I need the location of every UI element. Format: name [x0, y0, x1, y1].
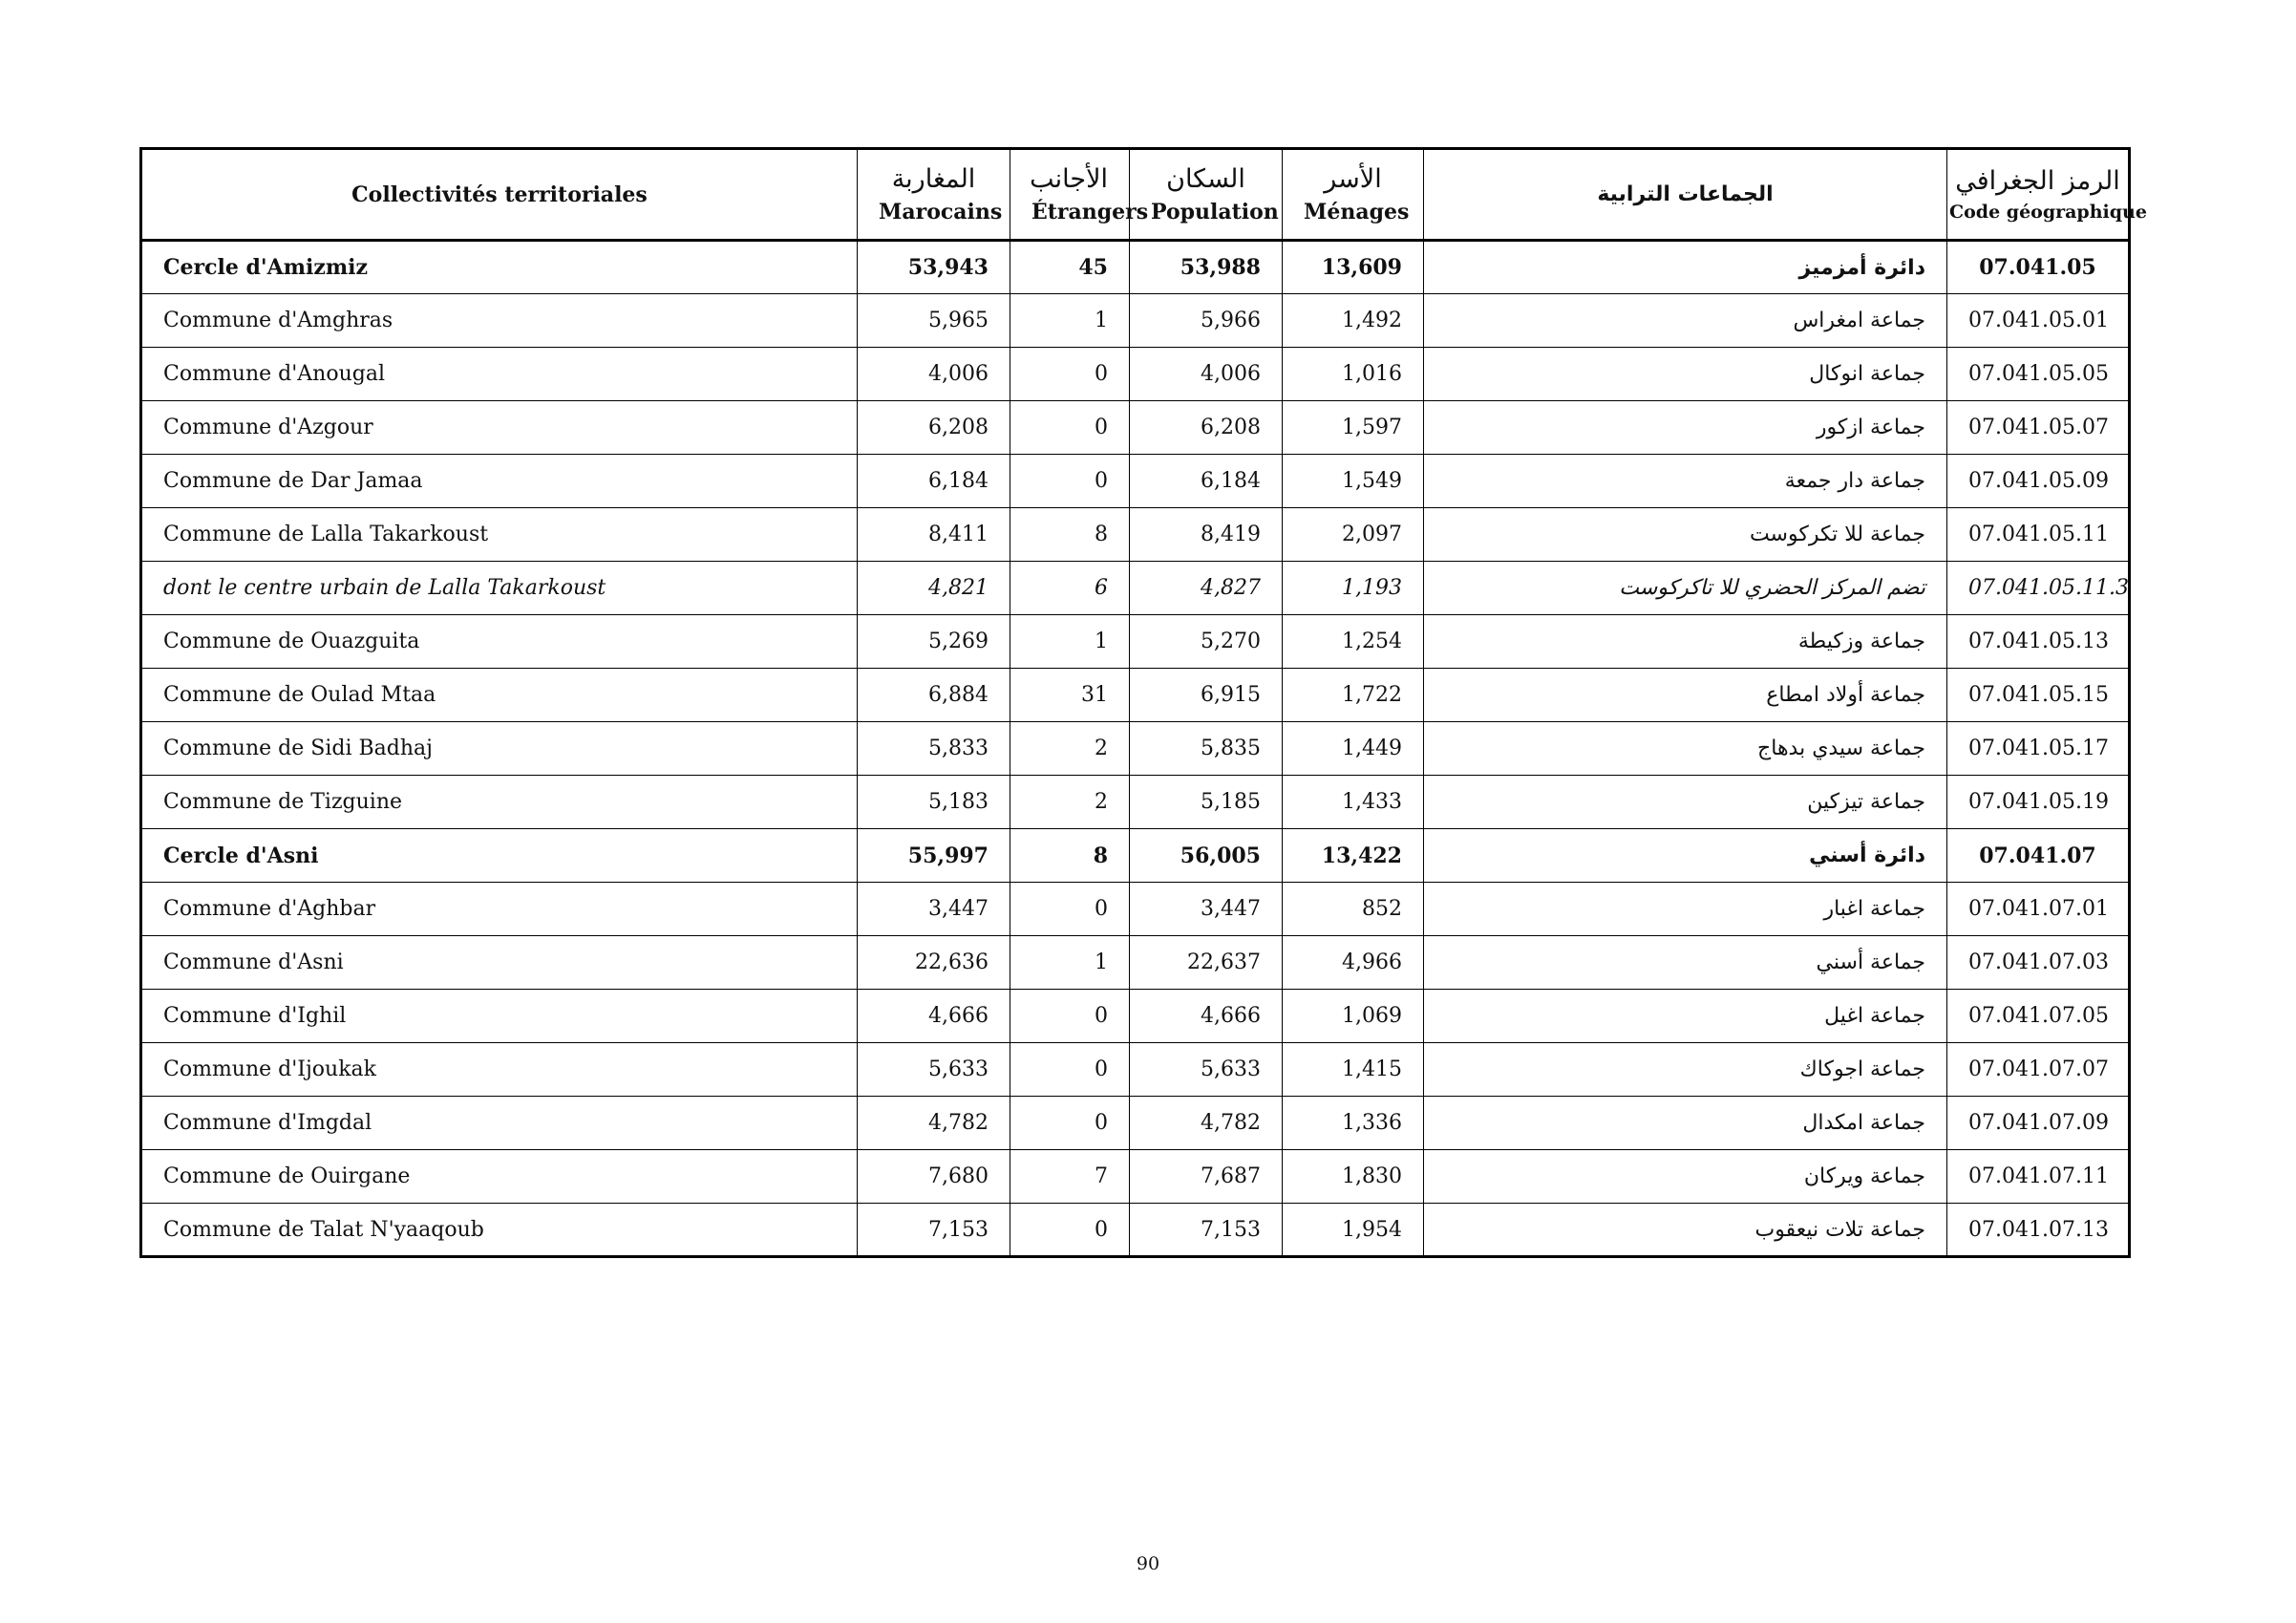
- cell-population: 53,988: [1130, 241, 1283, 294]
- cell-name-ar: جماعة تلات نيعقوب: [1424, 1204, 1947, 1257]
- table-row-cercle: [141, 241, 2130, 294]
- cell-name: Commune de Ouazguita: [141, 615, 858, 669]
- table-row-commune: [141, 455, 2130, 508]
- cell-menages: 1,254: [1283, 615, 1424, 669]
- cell-etrangers: 0: [1010, 455, 1130, 508]
- cell-code: 07.041.07.07: [1947, 1043, 2130, 1097]
- cell-menages: 1,449: [1283, 722, 1424, 776]
- header-row: [141, 149, 2130, 241]
- cell-etrangers: 1: [1010, 936, 1130, 990]
- table-header: [141, 149, 2147, 241]
- cell-marocains: 4,006: [858, 348, 1010, 401]
- cell-name-ar: جماعة ويركان: [1424, 1150, 1947, 1204]
- cell-menages: 1,336: [1283, 1097, 1424, 1150]
- table-row-commune: [141, 722, 2130, 776]
- cell-code: 07.041.05.17: [1947, 722, 2130, 776]
- cell-etrangers: 0: [1010, 1204, 1130, 1257]
- cell-marocains: 5,183: [858, 776, 1010, 829]
- table-row-commune: [141, 883, 2130, 936]
- cell-name-ar: جماعة اغبار: [1424, 883, 1947, 936]
- header-code: [1947, 149, 2147, 241]
- cell-name: Commune de Dar Jamaa: [141, 455, 858, 508]
- cell-code: 07.041.05.15: [1947, 669, 2130, 722]
- header-menages: [1283, 149, 1424, 241]
- cell-name-ar: جماعة دار جمعة: [1424, 455, 1947, 508]
- cell-population: 6,915: [1130, 669, 1283, 722]
- cell-etrangers: 0: [1010, 990, 1130, 1043]
- cell-marocains: 4,782: [858, 1097, 1010, 1150]
- cell-etrangers: 6: [1010, 562, 1130, 615]
- table-row-commune: [141, 1043, 2130, 1097]
- cell-code: 07.041.05.11.3: [1947, 562, 2130, 615]
- cell-population: 22,637: [1130, 936, 1283, 990]
- cell-etrangers: 8: [1010, 508, 1130, 562]
- cell-menages: 1,954: [1283, 1204, 1424, 1257]
- cell-name-ar: جماعة للا تكركوست: [1424, 508, 1947, 562]
- cell-name-ar: تضم المركز الحضري للا تاكركوست: [1424, 562, 1947, 615]
- cell-population: 5,835: [1130, 722, 1283, 776]
- cell-population: 8,419: [1130, 508, 1283, 562]
- cell-marocains: 5,269: [858, 615, 1010, 669]
- cell-name: Commune de Oulad Mtaa: [141, 669, 858, 722]
- cell-etrangers: 0: [1010, 401, 1130, 455]
- cell-name: Commune d'Imgdal: [141, 1097, 858, 1150]
- cell-name: Commune d'Azgour: [141, 401, 858, 455]
- cell-code: 07.041.07.01: [1947, 883, 2130, 936]
- cell-code: 07.041.05.05: [1947, 348, 2130, 401]
- cell-name-ar: جماعة امكدال: [1424, 1097, 1947, 1150]
- cell-code: 07.041.05.09: [1947, 455, 2130, 508]
- table-row-commune: [141, 294, 2130, 348]
- cell-name-ar: جماعة انوكال: [1424, 348, 1947, 401]
- census-table: [139, 147, 2147, 1258]
- cell-marocains: 55,997: [858, 829, 1010, 883]
- cell-etrangers: 0: [1010, 883, 1130, 936]
- cell-population: 5,185: [1130, 776, 1283, 829]
- cell-name: dont le centre urbain de Lalla Takarkoust: [141, 562, 858, 615]
- page-number: 90: [1136, 1553, 1160, 1574]
- cell-etrangers: 0: [1010, 1097, 1130, 1150]
- cell-population: 5,633: [1130, 1043, 1283, 1097]
- table-row-commune: [141, 776, 2130, 829]
- cell-name-ar: جماعة سيدي بدهاج: [1424, 722, 1947, 776]
- cell-menages: 1,016: [1283, 348, 1424, 401]
- cell-name-ar: جماعة اجوكاك: [1424, 1043, 1947, 1097]
- cell-code: 07.041.05.01: [1947, 294, 2130, 348]
- cell-name: Commune d'Ighil: [141, 990, 858, 1043]
- table-row-commune: [141, 348, 2130, 401]
- header-etrangers-ar: الأجانب: [1030, 164, 1108, 194]
- cell-marocains: 6,184: [858, 455, 1010, 508]
- cell-marocains: 4,666: [858, 990, 1010, 1043]
- cell-population: 6,208: [1130, 401, 1283, 455]
- cell-population: 4,006: [1130, 348, 1283, 401]
- cell-name: Commune d'Ijoukak: [141, 1043, 858, 1097]
- cell-menages: 1,549: [1283, 455, 1424, 508]
- cell-name: Commune d'Aghbar: [141, 883, 858, 936]
- cell-population: 56,005: [1130, 829, 1283, 883]
- table-body: [141, 241, 2130, 1257]
- cell-code: 07.041.07: [1947, 829, 2130, 883]
- cell-marocains: 7,680: [858, 1150, 1010, 1204]
- cell-name-ar: جماعة أسني: [1424, 936, 1947, 990]
- cell-population: 4,782: [1130, 1097, 1283, 1150]
- header-code-ar: الرمز الجغرافي: [1955, 166, 2120, 196]
- cell-population: 5,270: [1130, 615, 1283, 669]
- cell-name-ar: جماعة امغراس: [1424, 294, 1947, 348]
- cell-code: 07.041.07.09: [1947, 1097, 2130, 1150]
- header-population-ar: السكان: [1166, 164, 1245, 194]
- cell-etrangers: 0: [1010, 348, 1130, 401]
- table-row-commune: [141, 1097, 2130, 1150]
- cell-marocains: 5,633: [858, 1043, 1010, 1097]
- cell-code: 07.041.07.11: [1947, 1150, 2130, 1204]
- cell-name-ar: جماعة تيزكين: [1424, 776, 1947, 829]
- table-row-commune: [141, 990, 2130, 1043]
- header-population: [1130, 149, 1283, 241]
- cell-etrangers: 8: [1010, 829, 1130, 883]
- cell-marocains: 6,208: [858, 401, 1010, 455]
- cell-etrangers: 2: [1010, 722, 1130, 776]
- table-row-cercle: [141, 829, 2130, 883]
- cell-name-ar: دائرة أمزميز: [1424, 241, 1947, 294]
- cell-menages: 1,433: [1283, 776, 1424, 829]
- cell-etrangers: 0: [1010, 1043, 1130, 1097]
- cell-name: Commune de Lalla Takarkoust: [141, 508, 858, 562]
- cell-code: 07.041.07.13: [1947, 1204, 2130, 1257]
- cell-name: Commune de Sidi Badhaj: [141, 722, 858, 776]
- cell-menages: 13,422: [1283, 829, 1424, 883]
- cell-marocains: 53,943: [858, 241, 1010, 294]
- table-row-commune: [141, 615, 2130, 669]
- cell-marocains: 7,153: [858, 1204, 1010, 1257]
- cell-code: 07.041.05.13: [1947, 615, 2130, 669]
- cell-marocains: 4,821: [858, 562, 1010, 615]
- cell-code: 07.041.07.03: [1947, 936, 2130, 990]
- header-marocains-fr: Marocains: [879, 200, 1003, 224]
- cell-name: Commune d'Amghras: [141, 294, 858, 348]
- table-row-commune: [141, 1150, 2130, 1204]
- cell-code: 07.041.05.11: [1947, 508, 2130, 562]
- cell-name: Cercle d'Amizmiz: [141, 241, 858, 294]
- header-population-fr: Population: [1151, 200, 1279, 224]
- cell-code: 07.041.07.05: [1947, 990, 2130, 1043]
- cell-population: 5,966: [1130, 294, 1283, 348]
- cell-code: 07.041.05.19: [1947, 776, 2130, 829]
- cell-marocains: 5,965: [858, 294, 1010, 348]
- cell-name: Commune d'Asni: [141, 936, 858, 990]
- table-row-commune: [141, 1204, 2130, 1257]
- cell-name: Commune de Talat N'yaaqoub: [141, 1204, 858, 1257]
- table-row-commune: [141, 936, 2130, 990]
- cell-name-ar: جماعة وزكيطة: [1424, 615, 1947, 669]
- cell-name-ar: جماعة اغيل: [1424, 990, 1947, 1043]
- cell-menages: 1,830: [1283, 1150, 1424, 1204]
- cell-marocains: 22,636: [858, 936, 1010, 990]
- cell-name: Commune de Tizguine: [141, 776, 858, 829]
- cell-etrangers: 1: [1010, 615, 1130, 669]
- cell-name: Commune de Ouirgane: [141, 1150, 858, 1204]
- table-row-commune: [141, 401, 2130, 455]
- table-row-commune: [141, 669, 2130, 722]
- cell-etrangers: 1: [1010, 294, 1130, 348]
- cell-menages: 1,415: [1283, 1043, 1424, 1097]
- cell-code: 07.041.05.07: [1947, 401, 2130, 455]
- cell-etrangers: 31: [1010, 669, 1130, 722]
- cell-population: 4,827: [1130, 562, 1283, 615]
- cell-menages: 2,097: [1283, 508, 1424, 562]
- cell-menages: 852: [1283, 883, 1424, 936]
- cell-marocains: 5,833: [858, 722, 1010, 776]
- table-row-centre: [141, 562, 2130, 615]
- header-jamaat-ar: الجماعات الترابية: [1424, 149, 1947, 241]
- header-etrangers: [1010, 149, 1149, 241]
- cell-menages: 4,966: [1283, 936, 1424, 990]
- cell-etrangers: 7: [1010, 1150, 1130, 1204]
- header-marocains: [858, 149, 1010, 241]
- header-marocains-ar: المغاربة: [891, 164, 976, 194]
- cell-population: 6,184: [1130, 455, 1283, 508]
- cell-menages: 1,492: [1283, 294, 1424, 348]
- header-menages-fr: Ménages: [1304, 200, 1410, 224]
- cell-name-ar: جماعة ازكور: [1424, 401, 1947, 455]
- cell-name-ar: دائرة أسني: [1424, 829, 1947, 883]
- cell-menages: 13,609: [1283, 241, 1424, 294]
- cell-marocains: 8,411: [858, 508, 1010, 562]
- header-menages-ar: الأسر: [1324, 164, 1382, 194]
- cell-population: 3,447: [1130, 883, 1283, 936]
- cell-etrangers: 2: [1010, 776, 1130, 829]
- cell-marocains: 6,884: [858, 669, 1010, 722]
- cell-menages: 1,722: [1283, 669, 1424, 722]
- header-code-fr: Code géographique: [1949, 202, 2147, 223]
- cell-name: Cercle d'Asni: [141, 829, 858, 883]
- cell-name: Commune d'Anougal: [141, 348, 858, 401]
- cell-marocains: 3,447: [858, 883, 1010, 936]
- cell-menages: 1,069: [1283, 990, 1424, 1043]
- cell-etrangers: 45: [1010, 241, 1130, 294]
- cell-menages: 1,597: [1283, 401, 1424, 455]
- cell-population: 4,666: [1130, 990, 1283, 1043]
- table-row-commune: [141, 508, 2130, 562]
- cell-menages: 1,193: [1283, 562, 1424, 615]
- header-etrangers-fr: Étrangers: [1031, 200, 1149, 224]
- cell-population: 7,153: [1130, 1204, 1283, 1257]
- header-collectivites: Collectivités territoriales: [141, 149, 858, 241]
- cell-code: 07.041.05: [1947, 241, 2130, 294]
- cell-population: 7,687: [1130, 1150, 1283, 1204]
- cell-name-ar: جماعة أولاد امطاع: [1424, 669, 1947, 722]
